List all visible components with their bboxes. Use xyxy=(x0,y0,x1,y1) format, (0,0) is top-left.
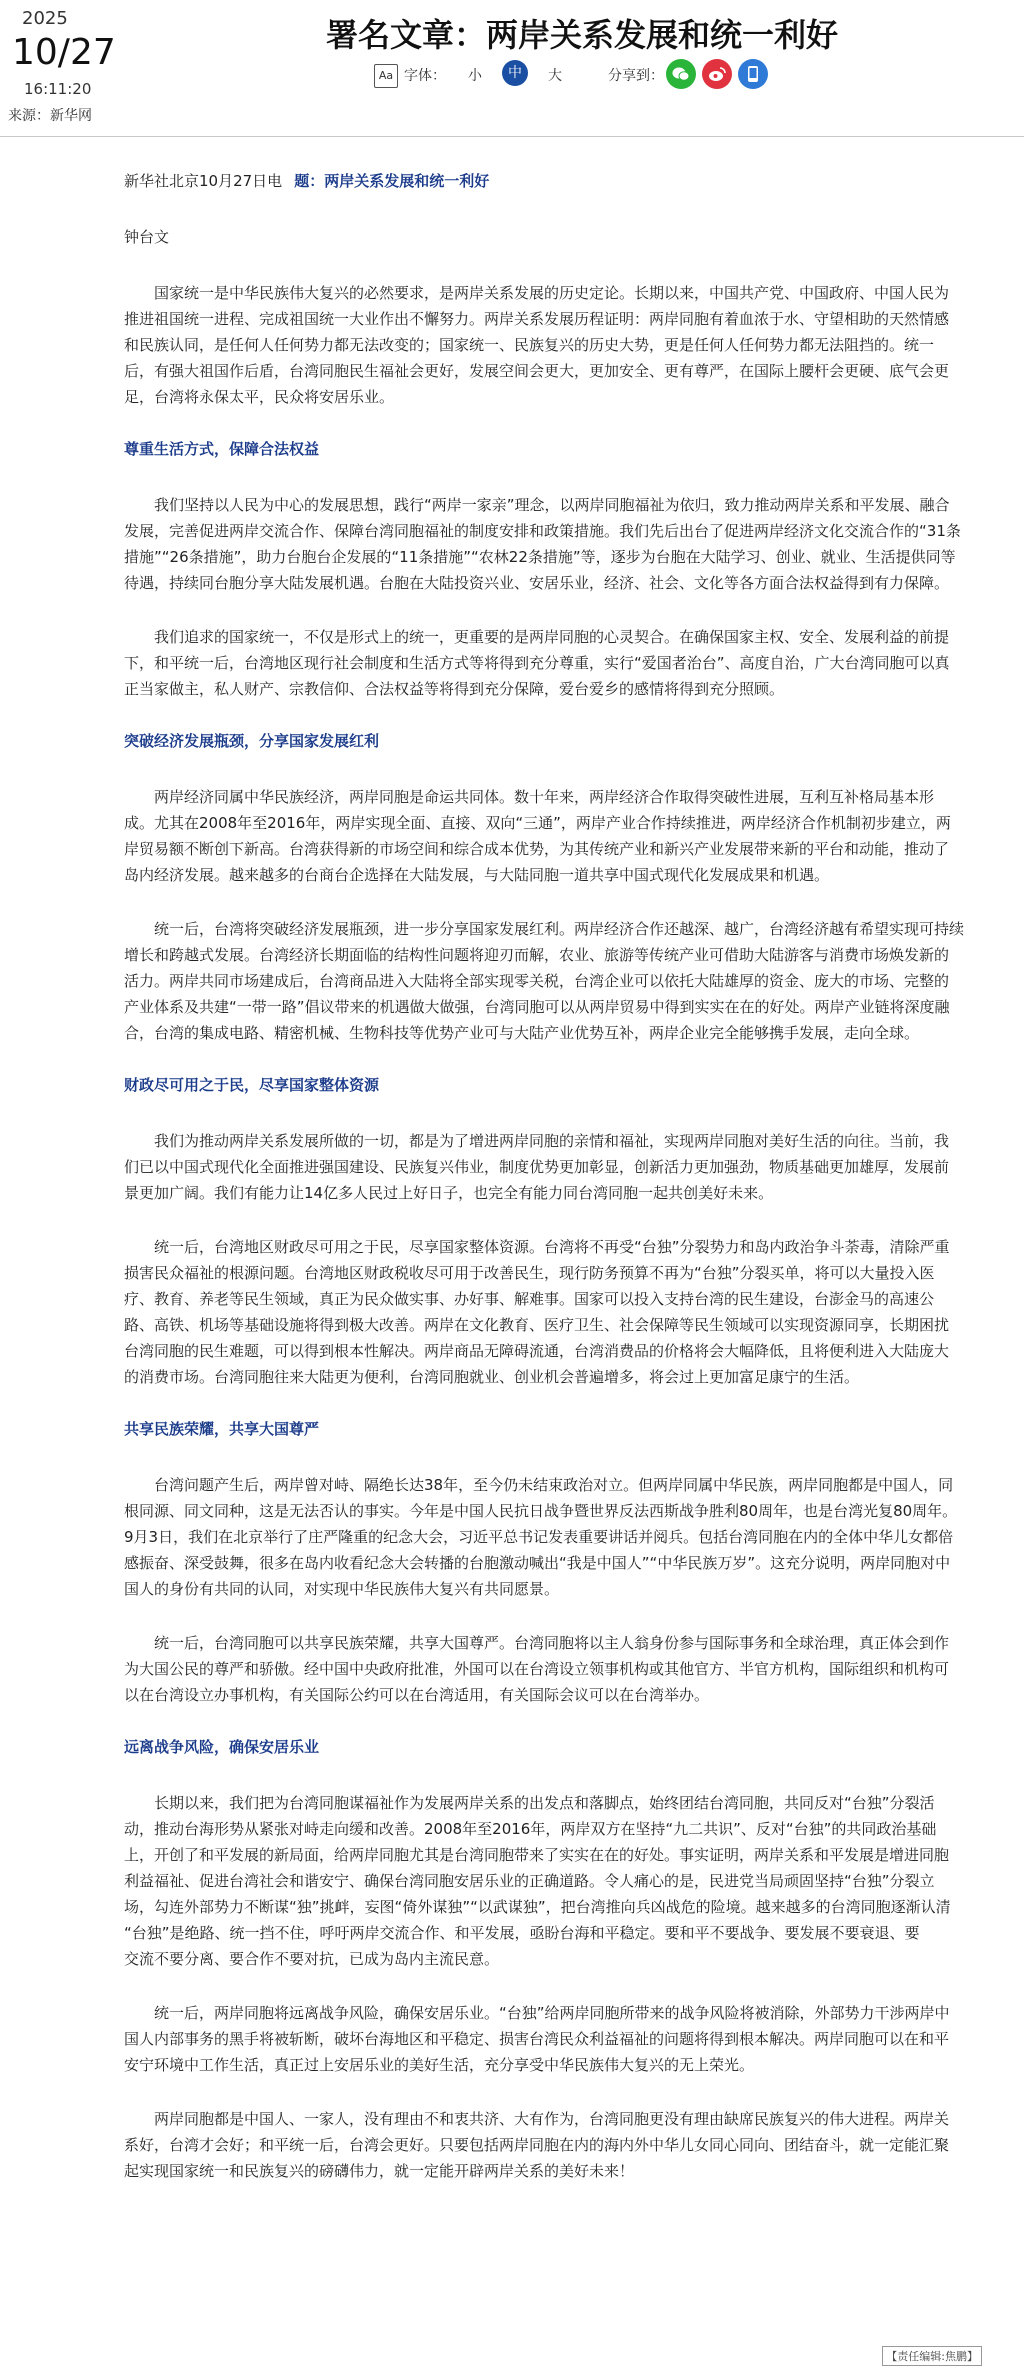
block-gap xyxy=(124,1100,971,1128)
paragraph-line: 上，开创了和平发展的新局面，给两岸同胞尤其是台湾同胞带来了实实在在的好处。事实证明，两岸关系和平发展是增进同胞 xyxy=(124,1846,950,1864)
paragraph-line: 和民族认同，是任何人任何势力都无法改变的；国家统一、民族复兴的历史大势，更是任何人任何势力都无法阻挡的。统一 xyxy=(124,336,935,354)
paragraph-line: 交流不要分离、要合作不要对抗，已成为岛内主流民意。 xyxy=(124,1950,500,1968)
page-title: 署名文章：两岸关系发展和统一利好 xyxy=(325,16,838,54)
paragraph-line: “台独”是绝路、统一挡不住，呼吁两岸交流合作、和平发展，亟盼台海和平稳定。要和平不要战争、要发展不要衰退、要 xyxy=(124,1924,920,1942)
section-heading: 尊重生活方式，保障合法权益 xyxy=(124,440,320,458)
paragraph-line: 推进祖国统一进程、完成祖国统一大业作出不懈努力。两岸关系发展历程证明：两岸同胞有着血浓于水、守望相助的天然情感 xyxy=(124,310,950,328)
paragraph-line: 场，勾连外部势力不断谋“独”挑衅，妄图“倚外谋独”“以武谋独”，把台湾推向兵凶战危的险境。越来越多的台湾同胞逐渐认清 xyxy=(124,1898,951,1916)
paragraph-line: 长期以来，我们把为台湾同胞谋福祉作为发展两岸关系的出发点和落脚点，始终团结台湾同胞，共同反对“台独”分裂活 xyxy=(154,1794,935,1812)
block-gap xyxy=(124,1206,971,1234)
font-medium-button[interactable]: 中 xyxy=(502,60,528,86)
section-heading: 共享民族荣耀，共享大国尊严 xyxy=(124,1420,320,1438)
article-paragraph xyxy=(124,1234,971,1390)
article-paragraph xyxy=(124,280,971,410)
block-gap xyxy=(124,464,971,492)
phone-icon[interactable] xyxy=(738,59,768,89)
paragraph-line: 台湾同胞的民生难题，可以得到根本性解决。两岸商品无障碍流通，台湾消费品的价格将会大幅降低，且将便利进入大陆庞大 xyxy=(124,1342,950,1360)
block-gap xyxy=(124,1972,971,2000)
font-size-label: 字体： xyxy=(404,68,446,84)
block-gap xyxy=(124,252,971,280)
paragraph-line: 疗、教育、养老等民生领域，真正为民众做实事、办好事、解难事。国家可以投入支持台湾的民生建设，台澎金马的高速公 xyxy=(124,1290,935,1308)
article-toolbar xyxy=(0,62,1024,98)
section-heading: 财政尽可用之于民，尽享国家整体资源 xyxy=(124,1076,380,1094)
paragraph-line: 9月3日，我们在北京举行了庄严隆重的纪念大会，习近平总书记发表重要讲话并阅兵。包括台湾同胞在内的全体中华儿女都倍 xyxy=(124,1528,954,1546)
block-gap xyxy=(124,1046,971,1074)
paragraph-line: 的消费市场。台湾同胞往来大陆更为便利，台湾同胞就业、创业机会普遍增多，将会过上更加富足康宁的生活。 xyxy=(124,1368,860,1386)
paragraph-line: 起实现国家统一和民族复兴的磅礴伟力，就一定能开辟两岸关系的美好未来！ xyxy=(124,2162,635,2180)
paragraph-line: 国家统一是中华民族伟大复兴的必然要求，是两岸关系发展的历史定论。长期以来，中国共产党、中国政府、中国人民为 xyxy=(154,284,950,302)
paragraph-line: 增长和跨越式发展。台湾经济长期面临的结构性问题将迎刃而解，农业、旅游等传统产业可借助大陆游客与消费市场焕发新的 xyxy=(124,946,950,964)
wechat-icon[interactable] xyxy=(666,59,696,89)
paragraph-line: 发展，完善促进两岸交流合作、保障台湾同胞福祉的制度安排和政策措施。我们先后出台了促进两岸经济文化交流合作的“31条 xyxy=(124,522,961,540)
section-heading: 突破经济发展瓶颈，分享国家发展红利 xyxy=(124,732,380,750)
block-gap xyxy=(124,756,971,784)
article-header xyxy=(0,0,1024,140)
font-size-icon: Aa xyxy=(374,64,398,88)
paragraph-line: 统一后，两岸同胞将远离战争风险，确保安居乐业。“台独”给两岸同胞所带来的战争风险将被消除，外部势力干涉两岸中 xyxy=(154,2004,950,2022)
paragraph-line: 待遇，持续同台胞分享大陆发展机遇。台胞在大陆投资兴业、安居乐业，经济、社会、文化等各方面合法权益得到有力保障。 xyxy=(124,574,950,592)
article-paragraph xyxy=(124,1128,971,1206)
paragraph-line: 统一后，台湾地区财政尽可用之于民，尽享国家整体资源。台湾将不再受“台独”分裂势力和岛内政治争斗荼毒，清除严重 xyxy=(154,1238,950,1256)
paragraph-line: 正当家做主，私人财产、宗教信仰、合法权益等将得到充分保障，爱台爱乡的感情将得到充分照顾。 xyxy=(124,680,785,698)
article-paragraph xyxy=(124,784,971,888)
article-paragraph xyxy=(124,2106,971,2184)
paragraph-line: 合，台湾的集成电路、精密机械、生物科技等优势产业可与大陆产业优势互补，两岸企业完全能够携手发展，走向全球。 xyxy=(124,1024,920,1042)
paragraph-line: 利益福祉、促进台湾社会和谐安宁、确保台湾同胞安居乐业的正确道路。令人痛心的是，民进党当局顽固坚持“台独”分裂立 xyxy=(124,1872,935,1890)
paragraph-line: 国人的身份有共同的认同，对实现中华民族伟大复兴有共同愿景。 xyxy=(124,1580,560,1598)
paragraph-line: 景更加广阔。我们有能力让14亿多人民过上好日子，也完全有能力同台湾同胞一起共创美好未来。 xyxy=(124,1184,774,1202)
paragraph-line: 根同源、同文同种，这是无法否认的事实。今年是中国人民抗日战争暨世界反法西斯战争胜利80周年，也是台湾光复80周年。 xyxy=(124,1502,958,1520)
paragraph-line: 产业体系及共建“一带一路”倡议带来的机遇做大做强，台湾同胞可以从两岸贸易中得到实实在在的好处。两岸产业链将深度融 xyxy=(124,998,950,1016)
article-paragraph xyxy=(124,1472,971,1602)
paragraph-line: 岸贸易额不断创下新高。台湾获得新的市场空间和综合成本优势，为其传统产业和新兴产业发展带来新的平台和动能，推动了 xyxy=(124,840,950,858)
paragraph-line: 我们坚持以人民为中心的发展思想，践行“两岸一家亲”理念，以两岸同胞福祉为依归，致力推动两岸关系和平发展、融合 xyxy=(154,496,950,514)
paragraph-line: 足，台湾将永保太平，民众将安居乐业。 xyxy=(124,388,395,406)
section-heading: 远离战争风险，确保安居乐业 xyxy=(124,1738,320,1756)
article-paragraph xyxy=(124,916,971,1046)
paragraph-line: 国人内部事务的黑手将被斩断，破坏台海地区和平稳定、损害台湾民众利益福祉的问题将得到根本解决。两岸同胞可以在和平 xyxy=(124,2030,950,2048)
article-paragraph xyxy=(124,2000,971,2078)
publish-time: 16:11:20 xyxy=(24,80,92,98)
article-paragraph xyxy=(124,1630,971,1708)
paragraph-line: 两岸同胞都是中国人、一家人，没有理由不和衷共济、大有作为，台湾同胞更没有理由缺席民族复兴的伟大进程。两岸关 xyxy=(154,2110,950,2128)
font-small-button[interactable]: 小 xyxy=(468,68,482,84)
paragraph-line: 统一后，台湾将突破经济发展瓶颈，进一步分享国家发展红利。两岸经济合作还越深、越广，台湾经济越有希望实现可持续 xyxy=(154,920,965,938)
paragraph-line: 为大国公民的尊严和骄傲。经中国中央政府批准，外国可以在台湾设立领事机构或其他官方、半官方机构，国际组织和机构可 xyxy=(124,1660,950,1678)
weibo-icon[interactable] xyxy=(702,59,732,89)
publish-date: 10/27 xyxy=(12,32,116,73)
article-tip-title: 题：两岸关系发展和统一利好 xyxy=(294,172,490,190)
article-dateline xyxy=(124,170,971,196)
article-source: 来源：新华网 xyxy=(8,108,92,124)
block-gap xyxy=(124,1708,971,1736)
article-paragraph xyxy=(124,492,971,596)
editor-credit: 【责任编辑:焦鹏】 xyxy=(882,2346,982,2366)
paragraph-line: 下，和平统一后，台湾地区现行社会制度和生活方式等将得到充分尊重，实行“爱国者治台”、高度自治，广大台湾同胞可以真 xyxy=(124,654,950,672)
block-gap xyxy=(124,702,971,730)
paragraph-line: 损害民众福祉的根源问题。台湾地区财政税收尽可用于改善民生，现行防务预算不再为“台独”分裂买单，将可以大量投入医 xyxy=(124,1264,935,1282)
paragraph-line: 安宁环境中工作生活，真正过上安居乐业的美好生活，充分享受中华民族伟大复兴的无上荣光。 xyxy=(124,2056,755,2074)
header-divider xyxy=(0,136,1024,137)
paragraph-line: 后，有强大祖国作后盾，台湾同胞民生福祉会更好，发展空间会更大，更加安全、更有尊严，在国际上腰杆会更硬、底气会更 xyxy=(124,362,950,380)
share-label: 分享到： xyxy=(608,68,664,84)
paragraph-line: 措施”“26条措施”，助力台胞台企发展的“11条措施”“农林22条措施”等，逐步为台胞在大陆学习、创业、就业、生活提供同等 xyxy=(124,548,956,566)
block-gap xyxy=(124,1390,971,1418)
dateline-text: 新华社北京10月27日电 xyxy=(124,172,283,190)
paragraph-line: 路、高铁、机场等基础设施将得到极大改善。两岸在文化教育、医疗卫生、社会保障等民生领域可以实现资源同享，长期困扰 xyxy=(124,1316,950,1334)
article-paragraph xyxy=(124,624,971,702)
block-gap xyxy=(124,888,971,916)
article-paragraph xyxy=(124,1790,971,1972)
article-blocks xyxy=(124,252,971,2184)
paragraph-line: 成。尤其在2008年至2016年，两岸实现全面、直接、双向“三通”，两岸产业合作持续推进，两岸经济合作机制初步建立，两 xyxy=(124,814,951,832)
publish-year: 2025 xyxy=(22,8,68,29)
block-gap xyxy=(124,2078,971,2106)
paragraph-line: 以在台湾设立办事机构，有关国际公约可以在台湾适用，有关国际会议可以在台湾举办。 xyxy=(124,1686,710,1704)
paragraph-line: 统一后，台湾同胞可以共享民族荣耀，共享大国尊严。台湾同胞将以主人翁身份参与国际事务和全球治理，真正体会到作 xyxy=(154,1634,950,1652)
block-gap xyxy=(124,1602,971,1630)
paragraph-line: 我们为推动两岸关系发展所做的一切，都是为了增进两岸同胞的亲情和福祉，实现两岸同胞对美好生活的向往。当前，我 xyxy=(154,1132,950,1150)
paragraph-line: 两岸经济同属中华民族经济，两岸同胞是命运共同体。数十年来，两岸经济合作取得突破性进展，互利互补格局基本形 xyxy=(154,788,935,806)
font-large-button[interactable]: 大 xyxy=(548,68,562,84)
article-author: 钟台文 xyxy=(124,228,170,246)
block-gap xyxy=(124,1762,971,1790)
block-gap xyxy=(124,1444,971,1472)
article-body xyxy=(124,170,971,2184)
paragraph-line: 系好，台湾才会好；和平统一后，台湾会更好。只要包括两岸同胞在内的海内外中华儿女同心同向、团结奋斗，就一定能汇聚 xyxy=(124,2136,950,2154)
paragraph-line: 台湾问题产生后，两岸曾对峙、隔绝长达38年，至今仍未结束政治对立。但两岸同属中华民族，两岸同胞都是中国人，同 xyxy=(154,1476,954,1494)
paragraph-line: 们已以中国式现代化全面推进强国建设、民族复兴伟业，制度优势更加彰显，创新活力更加强劲，物质基础更加雄厚，发展前 xyxy=(124,1158,950,1176)
paragraph-line: 感振奋、深受鼓舞，很多在岛内收看纪念大会转播的台胞激动喊出“我是中国人”“中华民族万岁”。这充分说明，两岸同胞对中 xyxy=(124,1554,951,1572)
paragraph-line: 我们追求的国家统一，不仅是形式上的统一，更重要的是两岸同胞的心灵契合。在确保国家主权、安全、发展利益的前提 xyxy=(154,628,950,646)
block-gap xyxy=(124,596,971,624)
paragraph-line: 动，推动台海形势从紧张对峙走向缓和改善。2008年至2016年，两岸双方在坚持“九二共识”、反对“台独”的共同政治基础 xyxy=(124,1820,937,1838)
paragraph-line: 岛内经济发展。越来越多的台商台企选择在大陆发展，与大陆同胞一道共享中国式现代化发展成果和机遇。 xyxy=(124,866,830,884)
block-gap xyxy=(124,410,971,438)
paragraph-line: 活力。两岸共同市场建成后，台湾商品进入大陆将全部实现零关税，台湾企业可以依托大陆雄厚的资金、庞大的市场、完整的 xyxy=(124,972,950,990)
